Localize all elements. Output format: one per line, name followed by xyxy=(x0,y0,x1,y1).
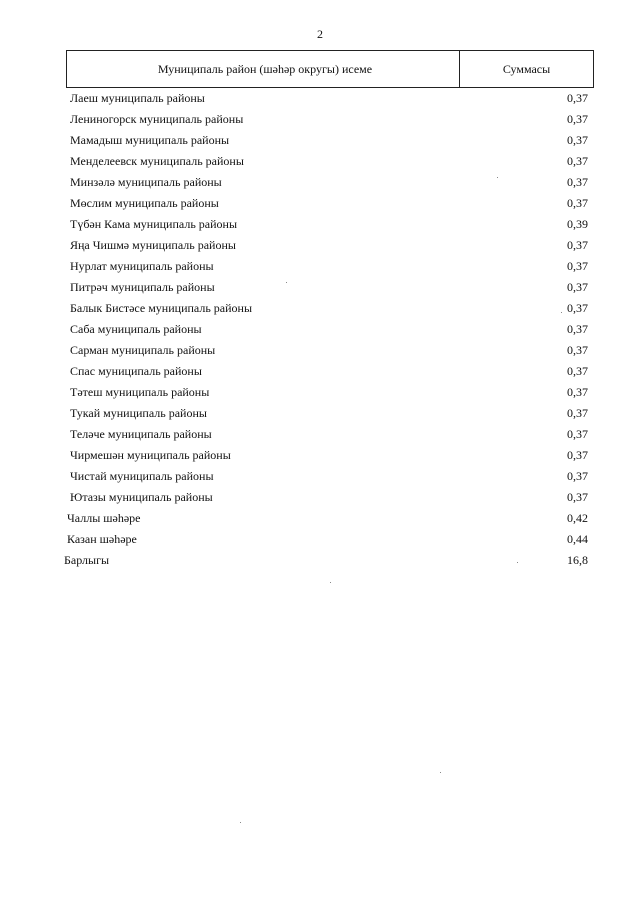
row-value: 0,37 xyxy=(567,280,588,294)
row-name: Лаеш муниципаль районы xyxy=(70,91,205,105)
table-row xyxy=(0,529,640,550)
table-row xyxy=(0,193,640,214)
row-value: 0,39 xyxy=(567,217,588,231)
row-value: 0,37 xyxy=(567,238,588,252)
row-value: 0,44 xyxy=(567,532,588,546)
row-name: Чистай муниципаль районы xyxy=(70,469,214,483)
scan-speck xyxy=(440,772,441,773)
row-value: 0,37 xyxy=(567,406,588,420)
row-name: Менделеевск муниципаль районы xyxy=(70,154,244,168)
row-name: Тәтеш муниципаль районы xyxy=(70,385,210,399)
table-row xyxy=(0,109,640,130)
row-name: Яңа Чишмә муниципаль районы xyxy=(70,238,236,252)
table-row-total xyxy=(0,550,640,571)
table-row xyxy=(0,319,640,340)
row-name: Балык Бистәсе муниципаль районы xyxy=(70,301,253,315)
row-value: 16,8 xyxy=(567,553,588,567)
scan-speck xyxy=(561,312,562,313)
row-value: 0,37 xyxy=(567,364,588,378)
table-row xyxy=(0,487,640,508)
table-row xyxy=(0,361,640,382)
row-value: 0,37 xyxy=(567,322,588,336)
row-name: Питрәч муниципаль районы xyxy=(70,280,215,294)
row-name: Барлыгы xyxy=(64,553,110,567)
row-name: Казан шәһәре xyxy=(67,532,137,546)
row-value: 0,37 xyxy=(567,112,588,126)
row-name: Чаллы шәһәре xyxy=(67,511,141,525)
row-name: Ютазы муниципаль районы xyxy=(70,490,213,504)
row-value: 0,37 xyxy=(567,91,588,105)
row-name: Лениногорск муниципаль районы xyxy=(70,112,244,126)
column-header-name: Муниципаль район (шәһәр округы) исеме xyxy=(67,51,460,87)
row-name: Мамадыш муниципаль районы xyxy=(70,133,230,147)
scan-speck xyxy=(286,282,287,283)
table-row xyxy=(0,172,640,193)
row-value: 0,37 xyxy=(567,175,588,189)
row-name: Мөслим муниципаль районы xyxy=(70,196,219,210)
table-row xyxy=(0,214,640,235)
table-body xyxy=(0,88,640,571)
row-value: 0,37 xyxy=(567,490,588,504)
row-value: 0,42 xyxy=(567,511,588,525)
scan-speck xyxy=(517,562,518,563)
row-value: 0,37 xyxy=(567,469,588,483)
row-name: Минзәлә муниципаль районы xyxy=(70,175,222,189)
table-row xyxy=(0,466,640,487)
row-value: 0,37 xyxy=(567,259,588,273)
column-header-sum: Суммасы xyxy=(502,61,551,76)
table-row xyxy=(0,151,640,172)
table-header xyxy=(66,50,594,88)
row-name: Спас муниципаль районы xyxy=(70,364,202,378)
table-row xyxy=(0,130,640,151)
table-row xyxy=(0,445,640,466)
row-name: Теләче муниципаль районы xyxy=(70,427,212,441)
table-row xyxy=(0,508,640,529)
row-name: Нурлат муниципаль районы xyxy=(70,259,214,273)
row-value: 0,37 xyxy=(567,301,588,315)
table-row xyxy=(0,340,640,361)
row-value: 0,37 xyxy=(567,427,588,441)
table-row xyxy=(0,382,640,403)
row-value: 0,37 xyxy=(567,385,588,399)
table-row xyxy=(0,424,640,445)
row-value: 0,37 xyxy=(567,448,588,462)
row-name: Түбән Кама муниципаль районы xyxy=(70,217,238,231)
row-name: Сарман муниципаль районы xyxy=(70,343,216,357)
table-row xyxy=(0,235,640,256)
table-row xyxy=(0,88,640,109)
row-name: Чирмешән муниципаль районы xyxy=(70,448,231,462)
scan-speck xyxy=(330,582,331,583)
table-row xyxy=(0,256,640,277)
table-row xyxy=(0,403,640,424)
row-value: 0,37 xyxy=(567,196,588,210)
row-value: 0,37 xyxy=(567,133,588,147)
table-row xyxy=(0,277,640,298)
scan-speck xyxy=(240,822,241,823)
row-name: Тукай муниципаль районы xyxy=(70,406,207,420)
row-value: 0,37 xyxy=(567,343,588,357)
table-row xyxy=(0,298,640,319)
row-name: Саба муниципаль районы xyxy=(70,322,202,336)
page-number: 2 xyxy=(317,27,323,41)
scan-speck xyxy=(497,177,498,178)
row-value: 0,37 xyxy=(567,154,588,168)
